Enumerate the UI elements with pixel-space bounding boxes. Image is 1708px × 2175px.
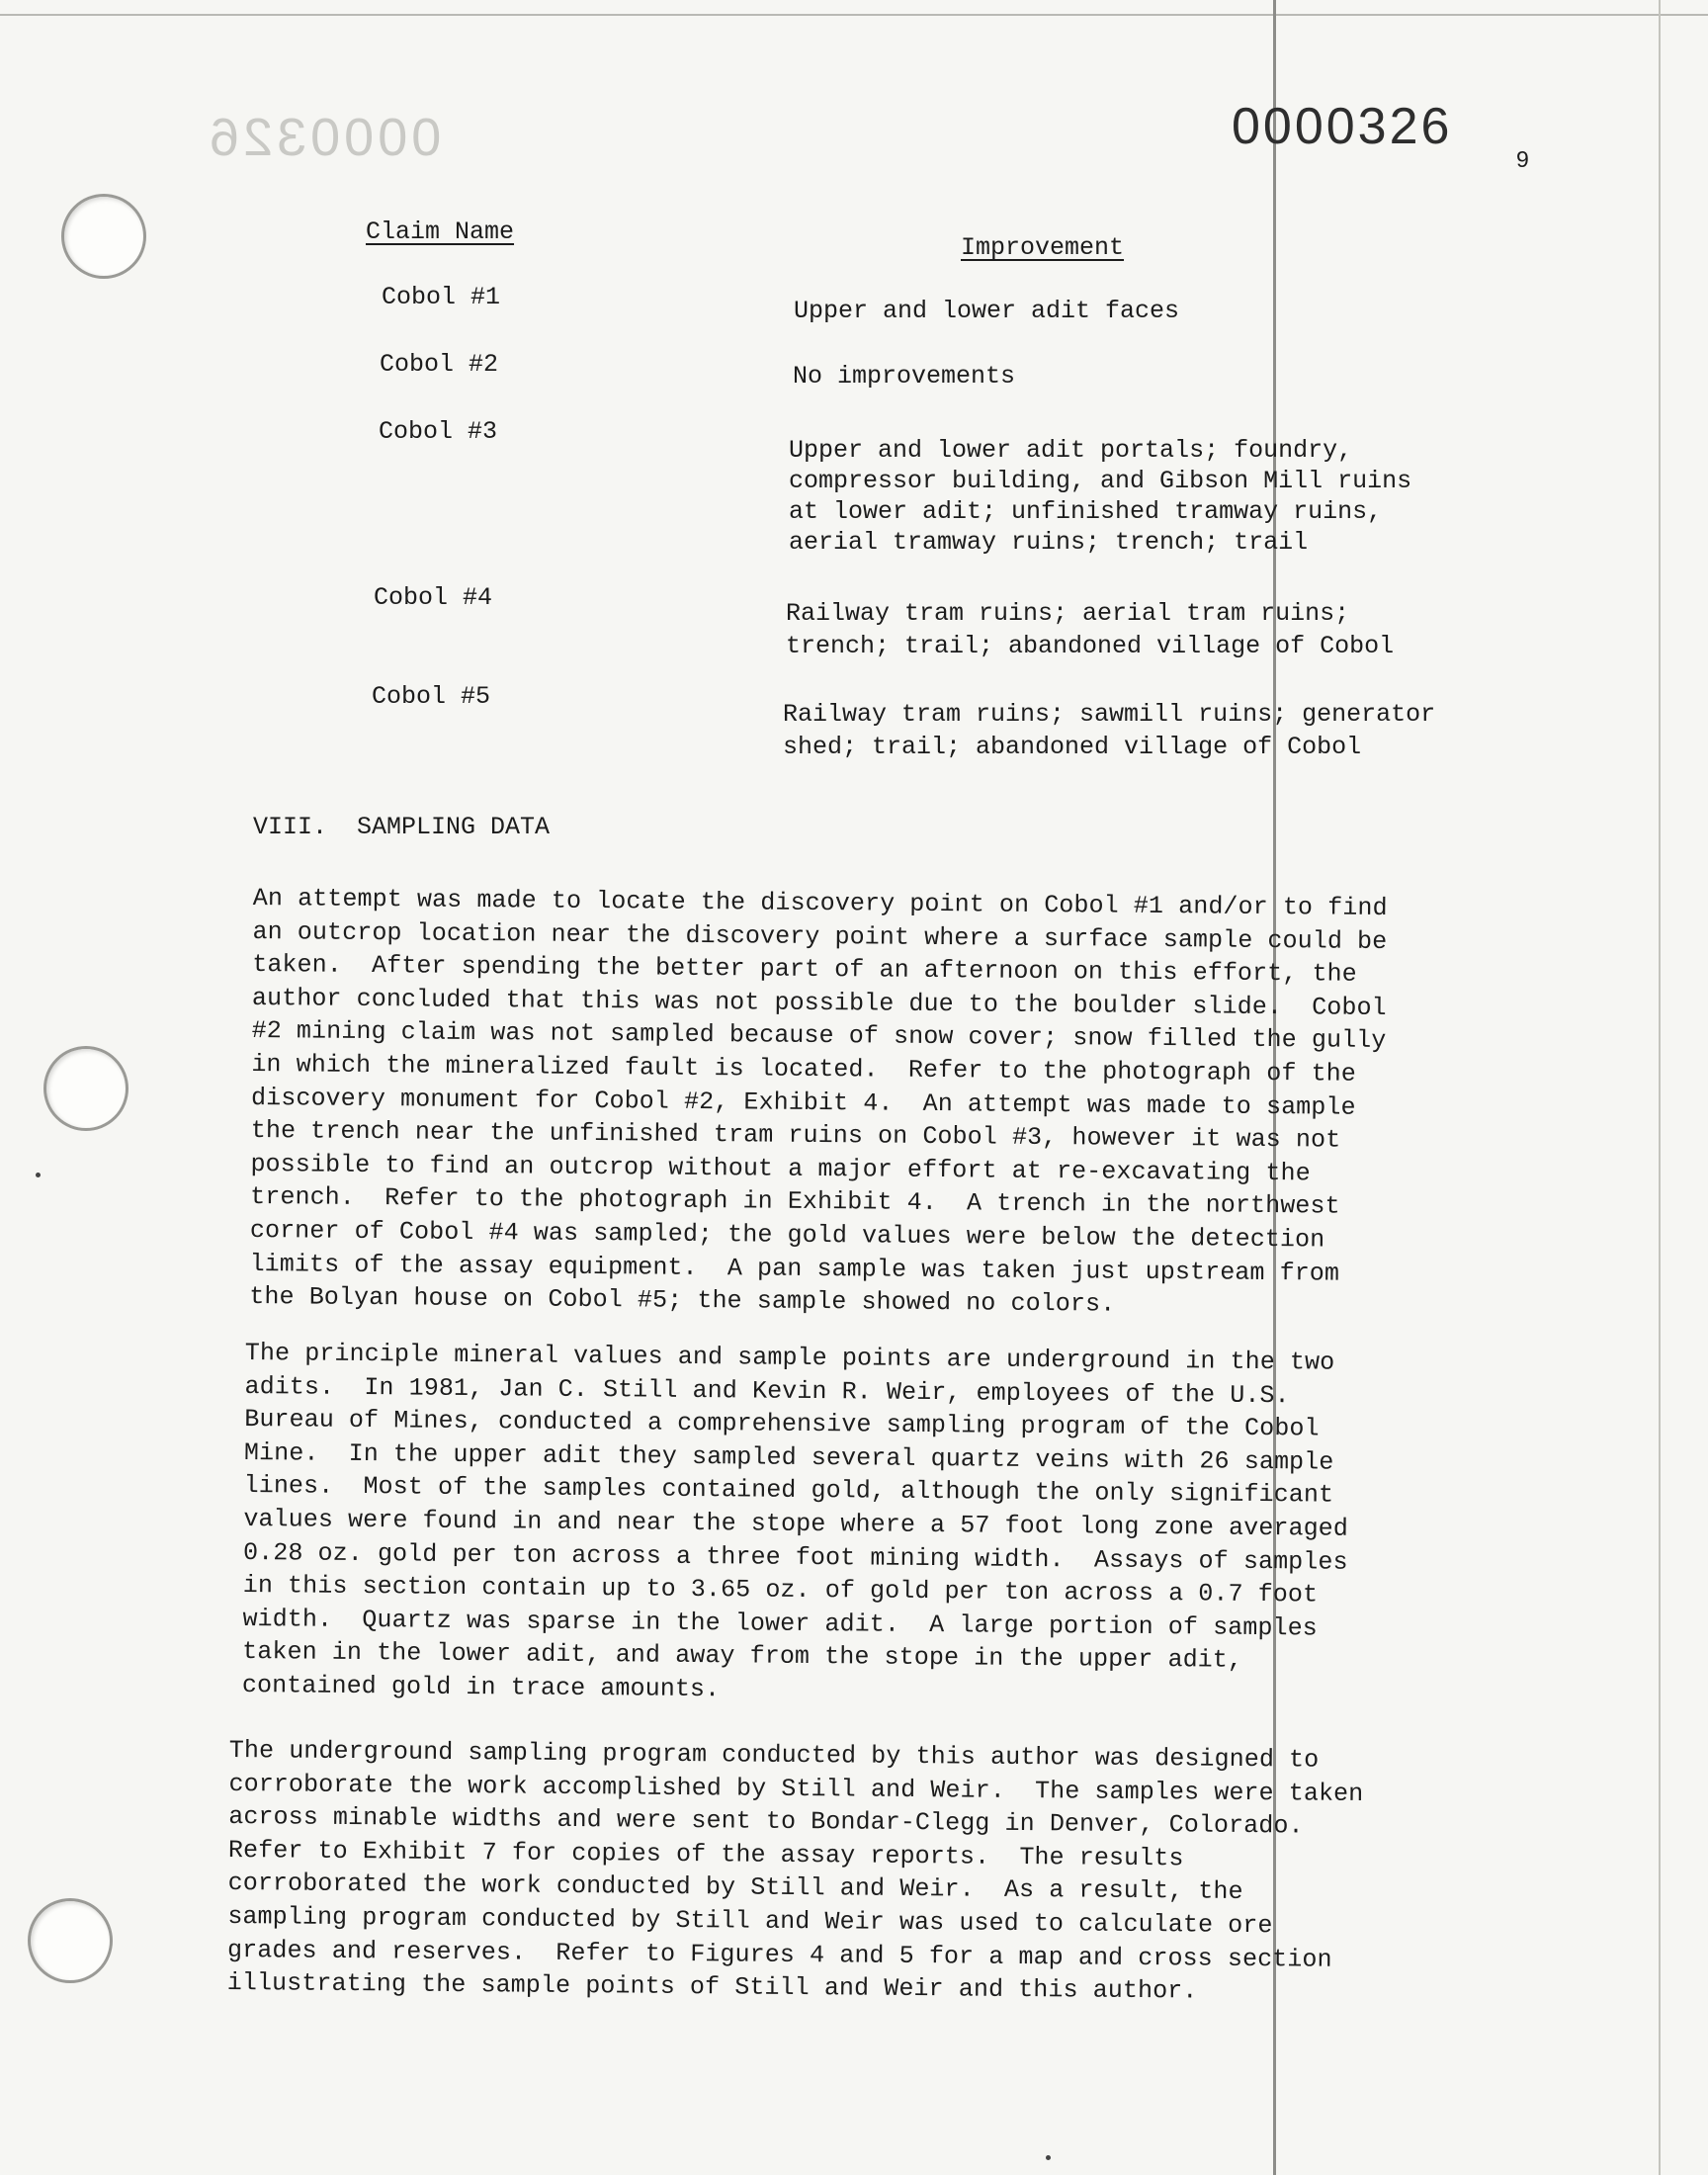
binder-hole-middle bbox=[43, 1046, 128, 1131]
claim-cell: Cobol #2 bbox=[380, 350, 499, 379]
improvement-cell: Upper and lower adit portals; foundry, compressor building, and Gibson Mill ruins at lower adit; unfinished tramway ruins, aerial tramway ruins; trench; trail bbox=[789, 436, 1412, 557]
section-heading: VIII. SAMPLING DATA bbox=[253, 813, 551, 841]
improvement-cell: Railway tram ruins; aerial tram ruins; trench; trail; abandoned village of Cobol bbox=[786, 599, 1395, 660]
paragraph-2: The principle mineral values and sample points are underground in the two adits. In 1981, Jan C. Still and Kevin R. Weir, employees of the U.S. Bureau of Mines, conducted a comprehensive sampling program of the Cobol Mine. In the upper adit they sampled several quartz veins with 26 sample lines. Most of the samples contained gold, although the only significant values were found in and near the stope where a 57 foot long zone averaged 0.28 oz. gold per ton across a three foot mining width. Assays of samples in this section contain up to 3.65 oz. of gold per ton across a 0.7 foot width. Quartz was sparse in the lower adit. A large portion of samples taken in the lower adit, and away from the stope in the upper adit, contained gold in trace amounts. bbox=[241, 1338, 1349, 1704]
claim-name-header: Claim Name bbox=[366, 218, 515, 246]
paper-top-edge bbox=[0, 14, 1708, 16]
claim-cell: Cobol #5 bbox=[372, 682, 491, 711]
improvement-cell: No improvements bbox=[793, 362, 1016, 391]
scan-speck bbox=[36, 1173, 41, 1177]
paragraph-1: An attempt was made to locate the discovery point on Cobol #1 and/or to find an outcrop location near the discovery point where a surface sample could be taken. After spending the better part of an afternoon on this effort, the author concluded that this was not possible due to the boulder slide. Cobol #2 mining claim was not sampled because of snow cover; snow filled the gully in which the mineralized fault is located. Refer to the photograph of the discovery monument for Cobol #2, Exhibit 4. An attempt was made to sample the trench near the unfinished tram ruins on Cobol #3, however it was not possible to find an outcrop without a major effort at re-excavating the trench. Refer to the photograph in Exhibit 4. A trench in the northwest corner of Cobol #4 was sampled; the gold values were below the detection limits of the assay equipment. A pan sample was taken just upstream from the Bolyan house on Cobol #5; the sample showed no colors. bbox=[249, 883, 1388, 1319]
binder-hole-top bbox=[61, 194, 146, 279]
paragraph-3: The underground sampling program conducted by this author was designed to corroborate the work accomplished by Still and Weir. The samples were taken across minable widths and were sent to Bondar-Clegg in Denver, Colorado. Refer to Exhibit 7 for copies of the assay reports. The results corroborated the work conducted by Still and Weir. As a result, the sampling program conducted by Still and Weir was used to calculate ore grades and reserves. Refer to Figures 4 and 5 for a map and cross section illustrating the sample points of Still and Weir and this author. bbox=[226, 1735, 1364, 2006]
binder-hole-bottom bbox=[28, 1898, 113, 1983]
improvement-cell: Upper and lower adit faces bbox=[794, 297, 1180, 325]
page-number: 9 bbox=[1516, 146, 1529, 172]
paper-right-edge bbox=[1659, 0, 1661, 2175]
claim-cell: Cobol #3 bbox=[379, 417, 498, 446]
bates-stamp-number: 0000326 bbox=[1232, 98, 1453, 155]
scan-speck bbox=[1046, 2155, 1051, 2160]
claim-cell: Cobol #4 bbox=[374, 583, 493, 612]
bleedthrough-stamp: 0000326 bbox=[206, 108, 442, 167]
claim-cell: Cobol #1 bbox=[382, 283, 501, 311]
improvement-cell: Railway tram ruins; sawmill ruins; generator shed; trail; abandoned village of Cobol bbox=[783, 700, 1436, 761]
improvement-header: Improvement bbox=[961, 233, 1125, 262]
